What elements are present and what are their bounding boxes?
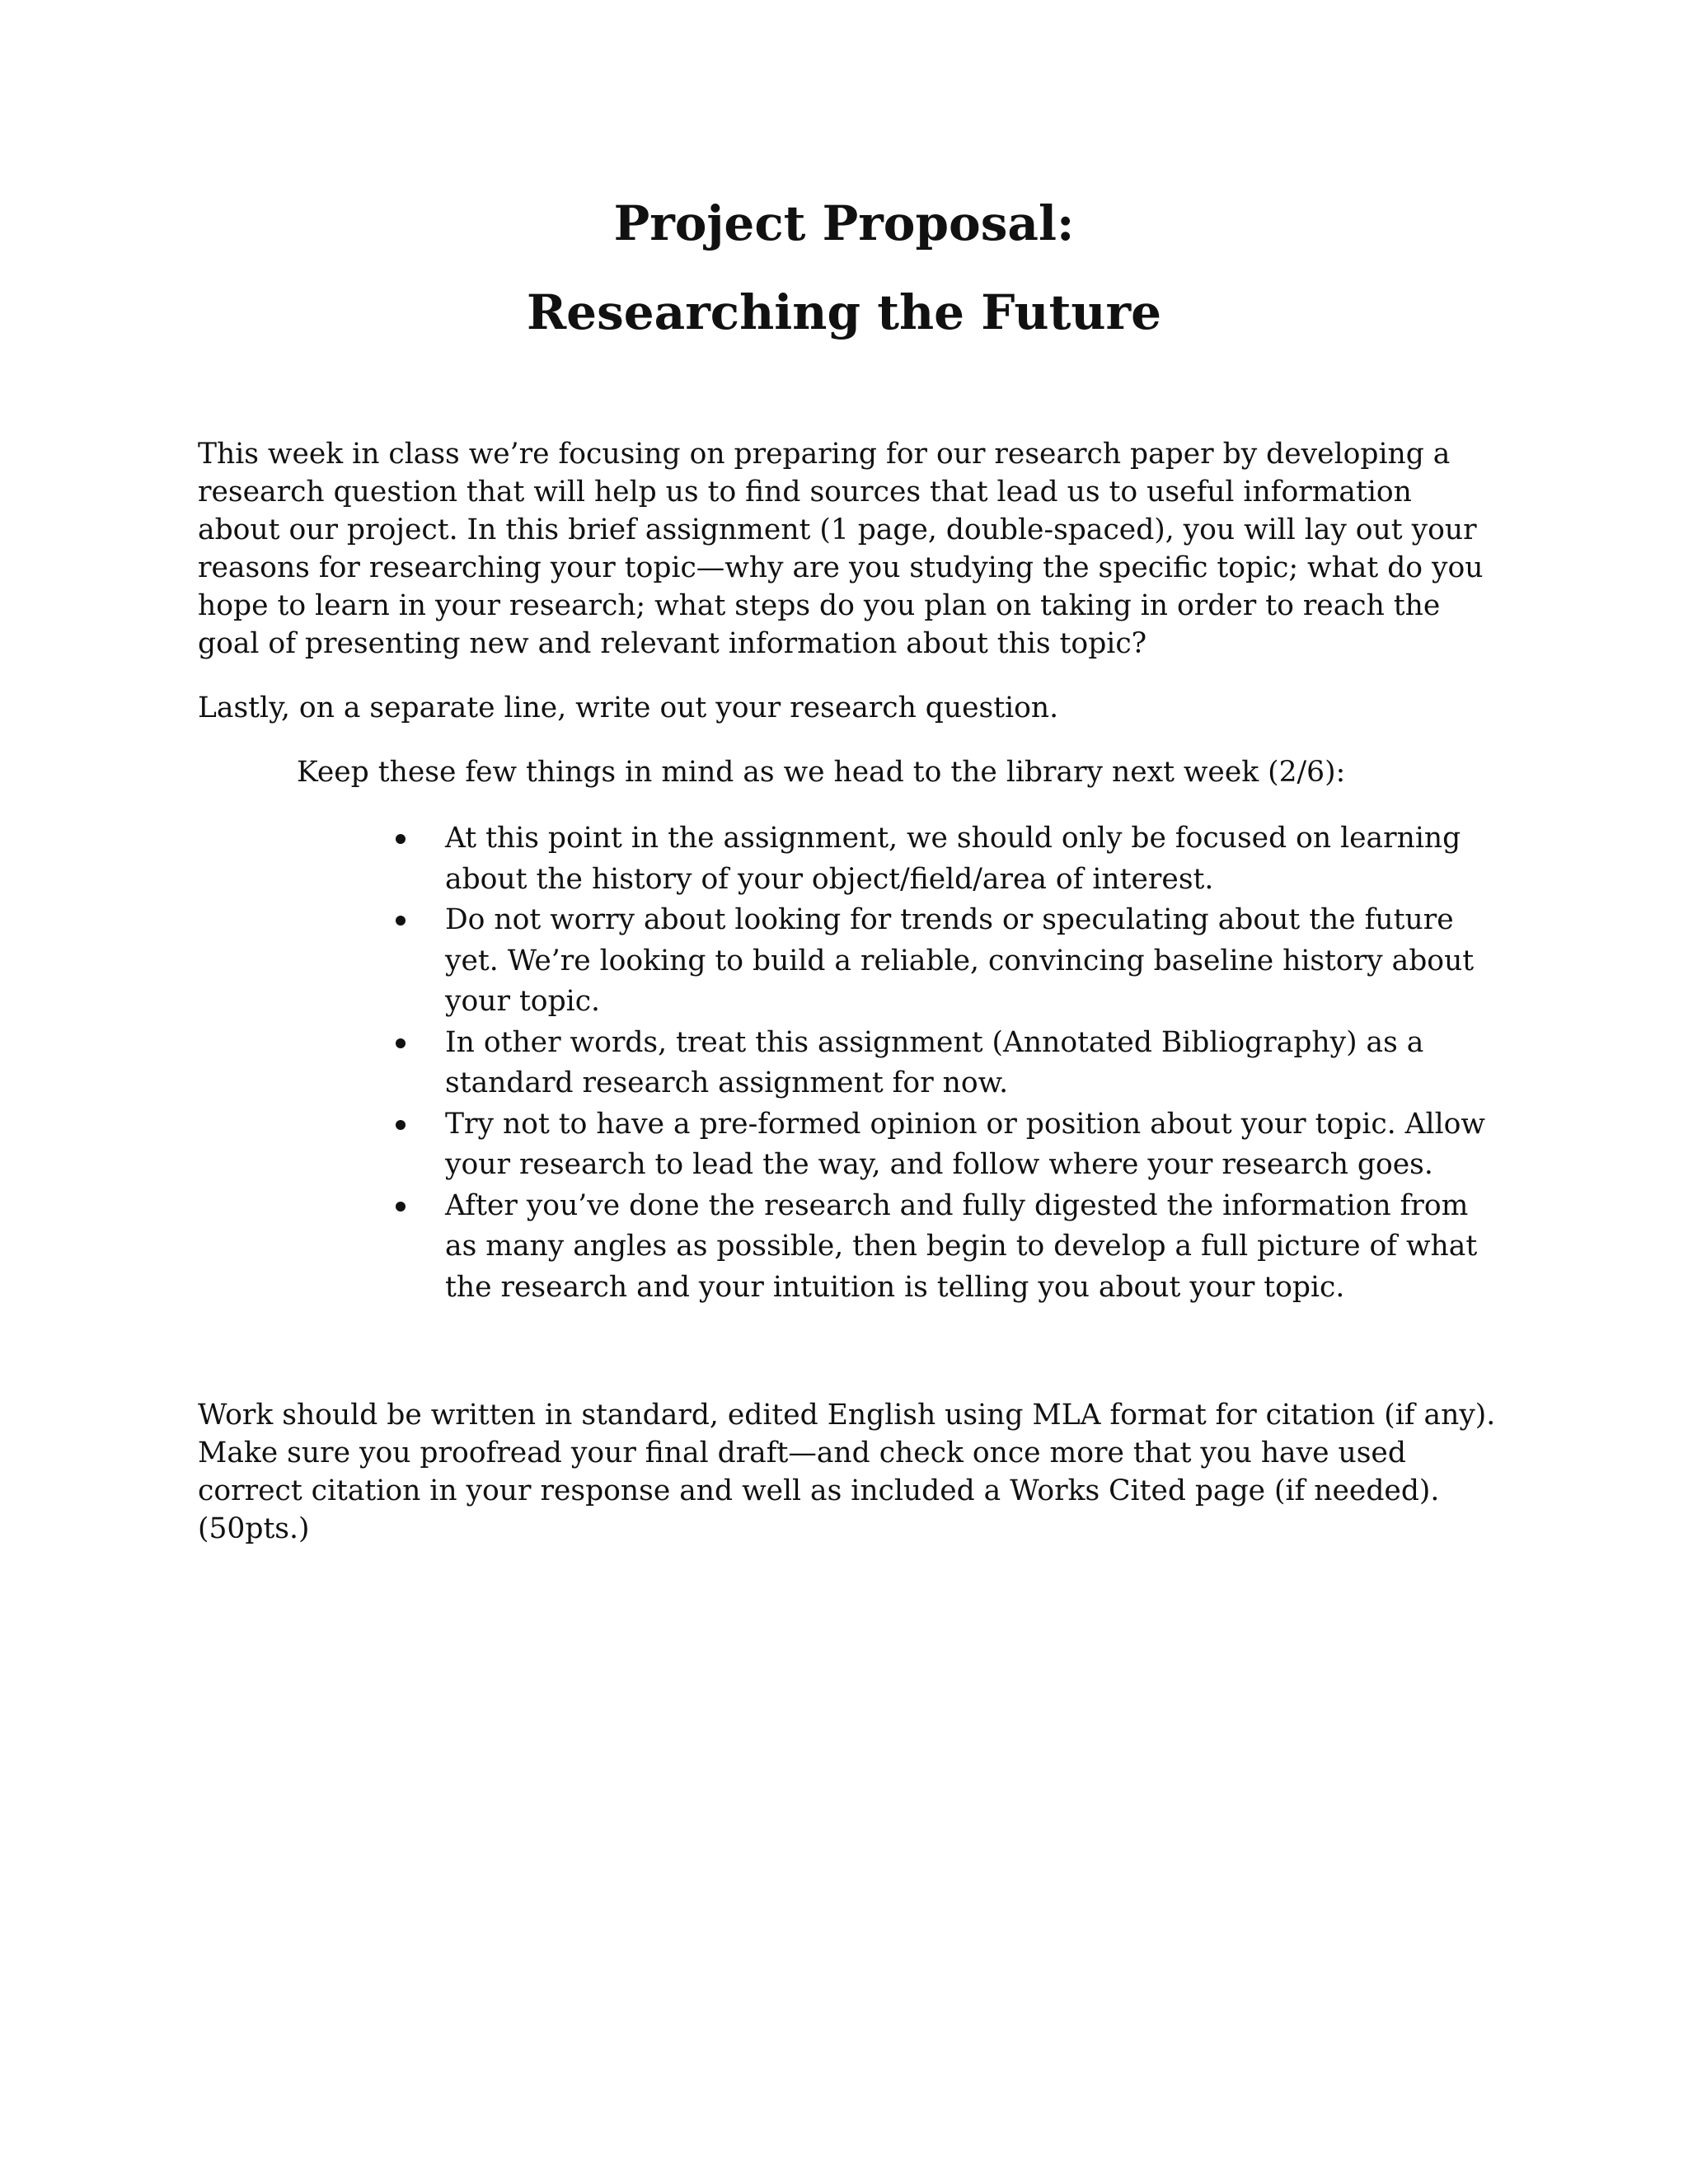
closing-paragraph: Work should be written in standard, edited English using MLA format for citation (if any). Make sure you proofread your final draft—and check once more that you have used correct citation in your response and well as included a Works Cited page (if needed). (50pts.) — [198, 1399, 1496, 1545]
research-question-instruction: Lastly, on a separate line, write out your research question. — [198, 691, 1059, 724]
list-item-text: Do not worry about looking for trends or speculating about the future yet. We’re looking to build a reliable, convincing baseline history about your topic. — [445, 903, 1475, 1018]
guidelines-list — [396, 818, 1500, 1308]
list-item — [396, 900, 1500, 1023]
bullet-icon — [396, 834, 406, 844]
list-item — [396, 818, 1500, 900]
list-item-text: At this point in the assignment, we should only be focused on learning about the history of your object/field/area of interest. — [445, 822, 1461, 896]
page-title: Project Proposal: — [613, 195, 1075, 251]
list-item-text: In other words, treat this assignment (Annotated Bibliography) as a standard research assignment for now. — [445, 1025, 1424, 1099]
bullet-icon — [396, 1038, 406, 1048]
bullet-icon — [396, 1202, 406, 1212]
bullet-icon — [396, 1120, 406, 1130]
bullet-icon — [396, 916, 406, 926]
list-item — [396, 1186, 1500, 1309]
list-item-text: Try not to have a pre-formed opinion or position about your topic. Allow your research to lead the way, and follow where your research goes. — [445, 1107, 1485, 1181]
list-item-text: After you’ve done the research and fully digested the information from as many angles as possible, then begin to develop a full picture of what the research and your intuition is telling you about your topic. — [445, 1188, 1478, 1304]
list-item — [396, 1104, 1500, 1186]
intro-paragraph: This week in class we’re focusing on preparing for our research paper by developing a research question that will help us to find sources that lead us to useful information about our project. In this brief assignment (1 page, double-spaced), you will lay out your reasons for researching your topic—why are you studying the specific topic; what do you hope to learn in your research; what steps do you plan on taking in order to reach the goal of presenting new and relevant information about this topic? — [198, 438, 1484, 660]
keep-in-mind-paragraph: Keep these few things in mind as we head to the library next week (2/6): — [297, 756, 1346, 789]
page-subtitle: Researching the Future — [526, 284, 1162, 340]
list-item — [396, 1023, 1500, 1104]
